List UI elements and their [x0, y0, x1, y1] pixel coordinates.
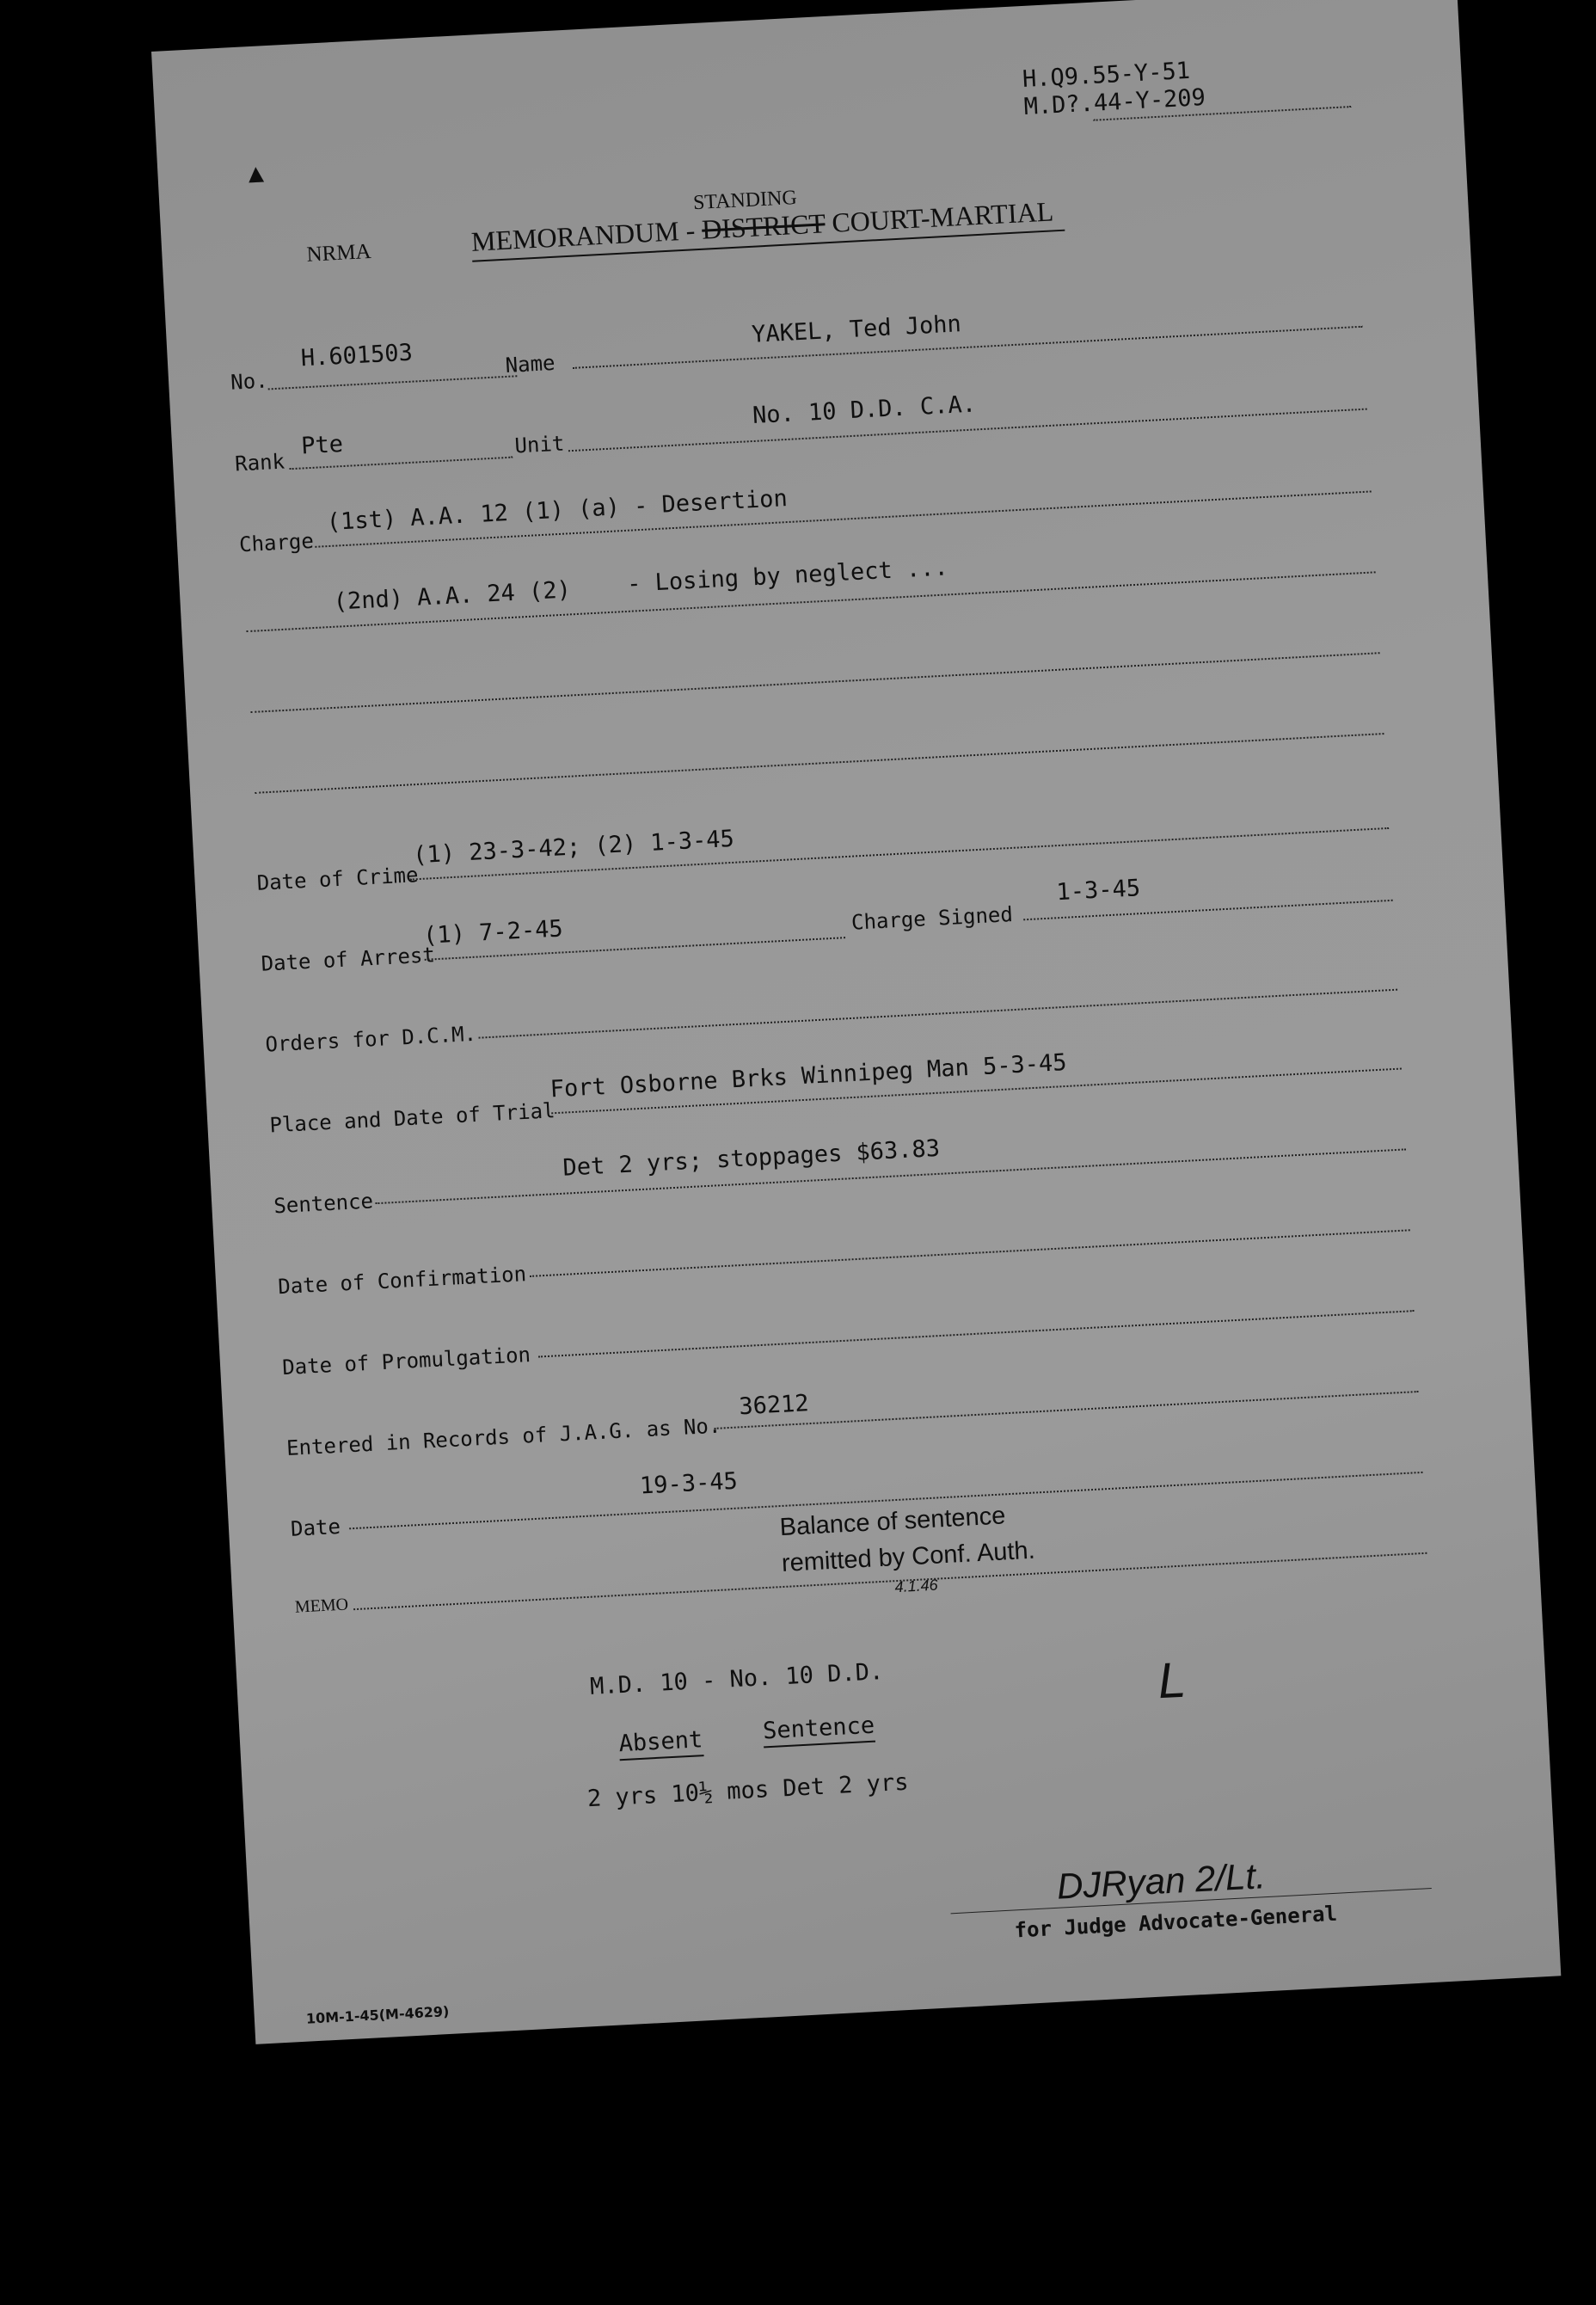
unit-value: No. 10 D.D. C.A.	[752, 390, 977, 429]
hq-file-number: H.Q9.55-Y-51	[1022, 57, 1191, 94]
absent-header: Absent	[618, 1726, 703, 1761]
date-label: Date	[290, 1514, 341, 1541]
form-number: 10M-1-45(M-4629)	[305, 2003, 450, 2027]
unit-label: Unit	[513, 431, 566, 458]
orders-label: Orders for D.C.M.	[264, 1021, 477, 1057]
rank-label: Rank	[234, 449, 285, 476]
charge-2-section: (2nd) A.A. 24 (2)	[332, 576, 572, 616]
charge-1-value: (1st) A.A. 12 (1) (a) - Desertion	[326, 485, 789, 537]
promulgation-label: Date of Promulgation	[281, 1343, 531, 1380]
sentence-header: Sentence	[762, 1712, 875, 1749]
memo-stamp-line-2: remitted by Conf. Auth.	[781, 1536, 1036, 1578]
struck-word: DISTRICT	[701, 207, 826, 245]
charge-label: Charge	[238, 528, 315, 557]
md-note-line: M.D. 10 - No. 10 D.D.	[589, 1658, 884, 1700]
charge-signed-label: Charge Signed	[850, 901, 1014, 935]
name-label: Name	[504, 350, 556, 378]
date-of-crime-label: Date of Crime	[256, 863, 420, 895]
confirmation-label: Date of Confirmation	[277, 1262, 527, 1300]
corner-mark-icon: ▲	[247, 157, 265, 189]
margin-mark: L	[1157, 1651, 1188, 1710]
date-value: 19-3-45	[639, 1467, 739, 1500]
date-of-arrest-value: (1) 7-2-45	[422, 915, 564, 950]
signature-caption: for Judge Advocate-General	[1013, 1901, 1338, 1943]
entered-label: Entered in Records of J.A.G. as No.	[285, 1413, 721, 1460]
memo-label: MEMO	[294, 1595, 349, 1617]
memorandum-sheet	[151, 0, 1561, 2044]
sentence-label: Sentence	[273, 1189, 374, 1219]
standing-insert: STANDING	[692, 186, 798, 215]
rank-value: Pte	[300, 430, 344, 460]
sentence-value: Det 2 yrs; stoppages $63.83	[562, 1134, 941, 1182]
summary-line: 2 yrs 10½ mos Det 2 yrs	[586, 1768, 910, 1813]
place-of-trial-label: Place and Date of Trial	[268, 1098, 556, 1138]
date-of-arrest-label: Date of Arrest	[260, 943, 436, 976]
name-value: YAKEL, Ted John	[751, 310, 962, 348]
nrma-label: NRMA	[305, 239, 372, 267]
memo-stamp-line-1: Balance of sentence	[778, 1502, 1007, 1542]
signature: DJRyan 2/Lt.	[1055, 1855, 1267, 1907]
md-file-number: M.D?.44-Y-209	[1022, 83, 1206, 120]
memo-handwritten-date: 4.1.46	[894, 1576, 939, 1596]
charge-signed-value: 1-3-45	[1055, 875, 1141, 907]
no-value: H.601503	[300, 339, 414, 372]
court-martial-word: COURT-MARTIAL	[831, 195, 1055, 238]
no-label: No.	[230, 368, 269, 395]
date-of-crime-value: (1) 23-3-42; (2) 1-3-45	[412, 825, 735, 870]
place-of-trial-value: Fort Osborne Brks Winnipeg Man 5-3-45	[549, 1048, 1068, 1103]
page-title: MEMORANDUM - DISTRICT COURT-MARTIAL	[470, 195, 1055, 257]
charge-2-description: - Losing by neglect ...	[626, 554, 949, 598]
entered-value: 36212	[738, 1390, 810, 1421]
